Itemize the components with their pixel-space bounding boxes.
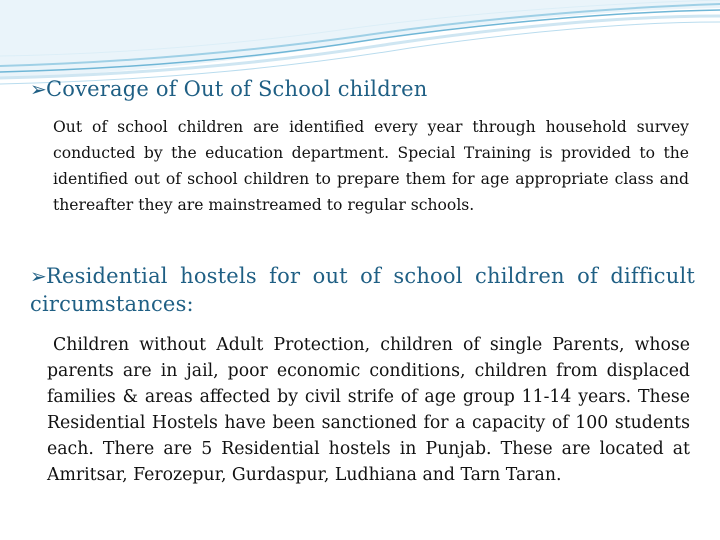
paragraph-residential-hostels: Children without Adult Protection, children of single Parents, whose parents are in jail, poor economic conditions, children from displaced families & areas affected by civil strife of age group 11-14 years. These Residential Hostels have been sanctioned for a capacity of 100 students each. There are 5 Residential hostels in Punjab. These are located at Amritsar, Ferozepur, Gurdaspur, Ludhiana and Tarn Taran. bbox=[47, 335, 690, 485]
section-heading-coverage bbox=[30, 74, 427, 104]
heading-text: Residential hostels for out of school children of difficult circumstances: bbox=[30, 264, 695, 316]
arrow-bullet-icon: ➢ bbox=[30, 264, 47, 288]
arrow-bullet-icon: ➢ bbox=[30, 77, 47, 101]
paragraph-coverage: Out of school children are identified every year through household survey conducted by the education department. Special Training is provided to the identified out of school children to prepare them for age appropriate class and thereafter they are mainstreamed to regular schools. bbox=[53, 118, 689, 214]
heading-text: Coverage of Out of School children bbox=[46, 77, 428, 101]
section-heading-residential-hostels bbox=[30, 262, 695, 318]
